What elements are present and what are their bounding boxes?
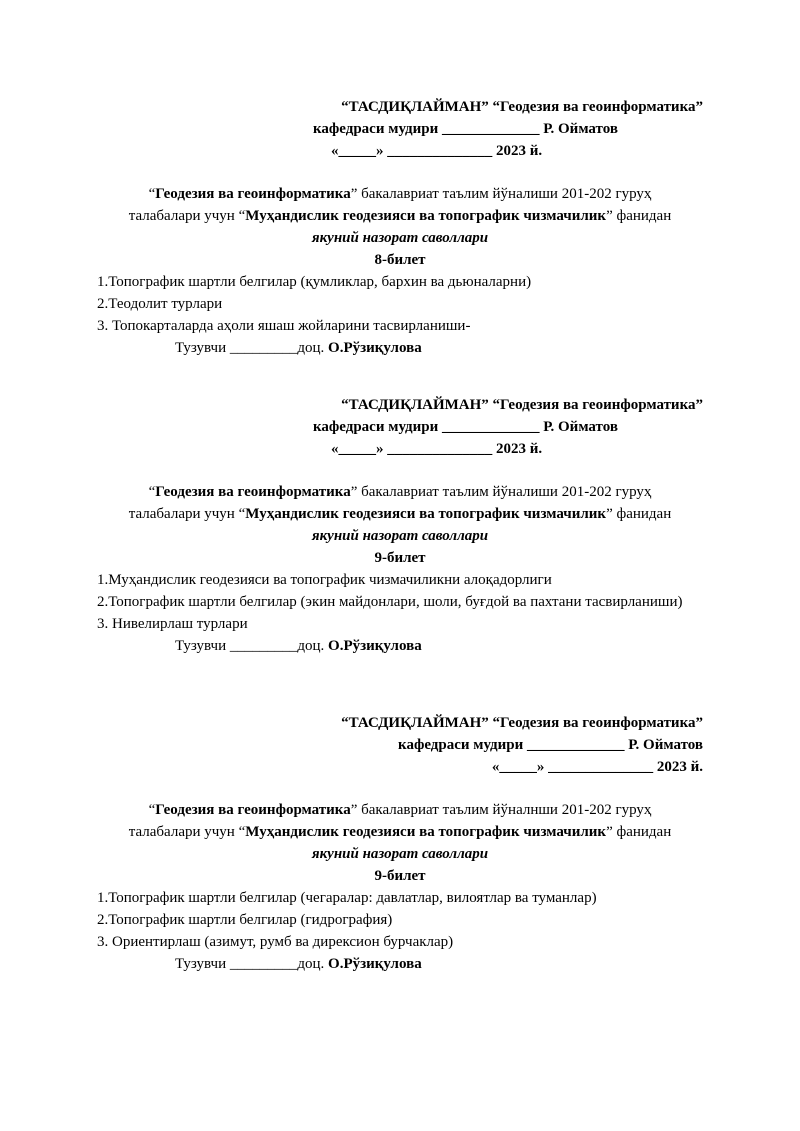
subject-name: Муҳандислик геодезияси ва топографик чизмачилик	[245, 824, 607, 840]
subject-name: Муҳандислик геодезияси ва топографик чизмачилик	[245, 506, 607, 522]
department-name: Геодезия ва геоинформатика	[155, 802, 351, 818]
department-head-line: кафедраси мудири _____________ Р. Ойматов	[398, 737, 703, 753]
department-name: Геодезия ва геоинформатика	[155, 484, 351, 500]
ticket-number: 9-билет	[374, 868, 426, 884]
intro-line-1: “Геодезия ва геоинформатика” бакалавриат таълим йўналнши 201-202 гуруҳ	[148, 802, 652, 818]
ticket-block	[97, 96, 703, 359]
department-head-line: кафедраси мудири _____________ Р. Ойматов	[313, 419, 618, 435]
subject-name: Муҳандислик геодезияси ва топографик чизмачилик	[245, 208, 607, 224]
author-name: О.Рўзиқулова	[328, 340, 422, 356]
intro-line-1: “Геодезия ва геоинформатика” бакалавриат таълим йўналиши 201-202 гуруҳ	[148, 484, 652, 500]
ticket-block	[97, 394, 703, 657]
question-item: 1.Муҳандислик геодезияси ва топографик чизмачиликни алоқадорлиги	[97, 572, 552, 588]
exam-title: якуний назорат саволлари	[311, 230, 489, 246]
author-line: Тузувчи _________доц. О.Рўзиқулова	[175, 340, 422, 356]
intro-line-2: талабалари учун “Муҳандислик геодезияси ва топографик чизмачилик” фанидан	[128, 824, 672, 840]
question-item: 3. Нивелирлаш турлари	[97, 616, 248, 632]
author-line: Тузувчи _________доц. О.Рўзиқулова	[175, 638, 422, 654]
date-line: «_____» ______________ 2023 й.	[331, 441, 543, 457]
question-item: 3. Ориентирлаш (азимут, румб ва дирексион бурчаклар)	[97, 934, 454, 950]
ticket-block	[97, 712, 703, 975]
question-item: 2.Топографик шартли белгилар (экин майдонлари, шоли, буғдой ва пахтани тасвирланиши)	[97, 594, 683, 610]
exam-title: якуний назорат саволлари	[311, 528, 489, 544]
approval-line: “ТАСДИҚЛАЙМАН” “Геодезия ва геоинформатика”	[341, 715, 703, 731]
exam-title: якуний назорат саволлари	[311, 846, 489, 862]
date-line: «_____» ______________ 2023 й.	[491, 759, 703, 775]
intro-line-2: талабалари учун “Муҳандислик геодезияси ва топографик чизмачилик” фанидан	[128, 208, 672, 224]
approval-line: “ТАСДИҚЛАЙМАН” “Геодезия ва геоинформатика”	[341, 397, 703, 413]
question-item: 1.Топографик шартли белгилар (чегаралар: давлатлар, вилоятлар ва туманлар)	[97, 890, 597, 906]
ticket-number: 9-билет	[374, 550, 426, 566]
date-line: «_____» ______________ 2023 й.	[331, 143, 543, 159]
ticket-number: 8-билет	[374, 252, 426, 268]
question-item: 2.Теодолит турлари	[97, 296, 223, 312]
department-head-line: кафедраси мудири _____________ Р. Ойматов	[313, 121, 618, 137]
intro-line-1: “Геодезия ва геоинформатика” бакалавриат таълим йўналиши 201-202 гуруҳ	[148, 186, 652, 202]
question-item: 1.Топографик шартли белгилар (қумликлар, бархин ва дьюналарни)	[97, 274, 532, 290]
approval-line: “ТАСДИҚЛАЙМАН” “Геодезия ва геоинформатика”	[341, 99, 703, 115]
question-item: 3. Топокарталарда аҳоли яшаш жойларини тасвирланиши-	[97, 318, 471, 334]
department-name: Геодезия ва геоинформатика	[155, 186, 351, 202]
author-name: О.Рўзиқулова	[328, 956, 422, 972]
author-name: О.Рўзиқулова	[328, 638, 422, 654]
question-item: 2.Топографик шартли белгилар (гидрография)	[97, 912, 393, 928]
author-line: Тузувчи _________доц. О.Рўзиқулова	[175, 956, 422, 972]
intro-line-2: талабалари учун “Муҳандислик геодезияси ва топографик чизмачилик” фанидан	[128, 506, 672, 522]
